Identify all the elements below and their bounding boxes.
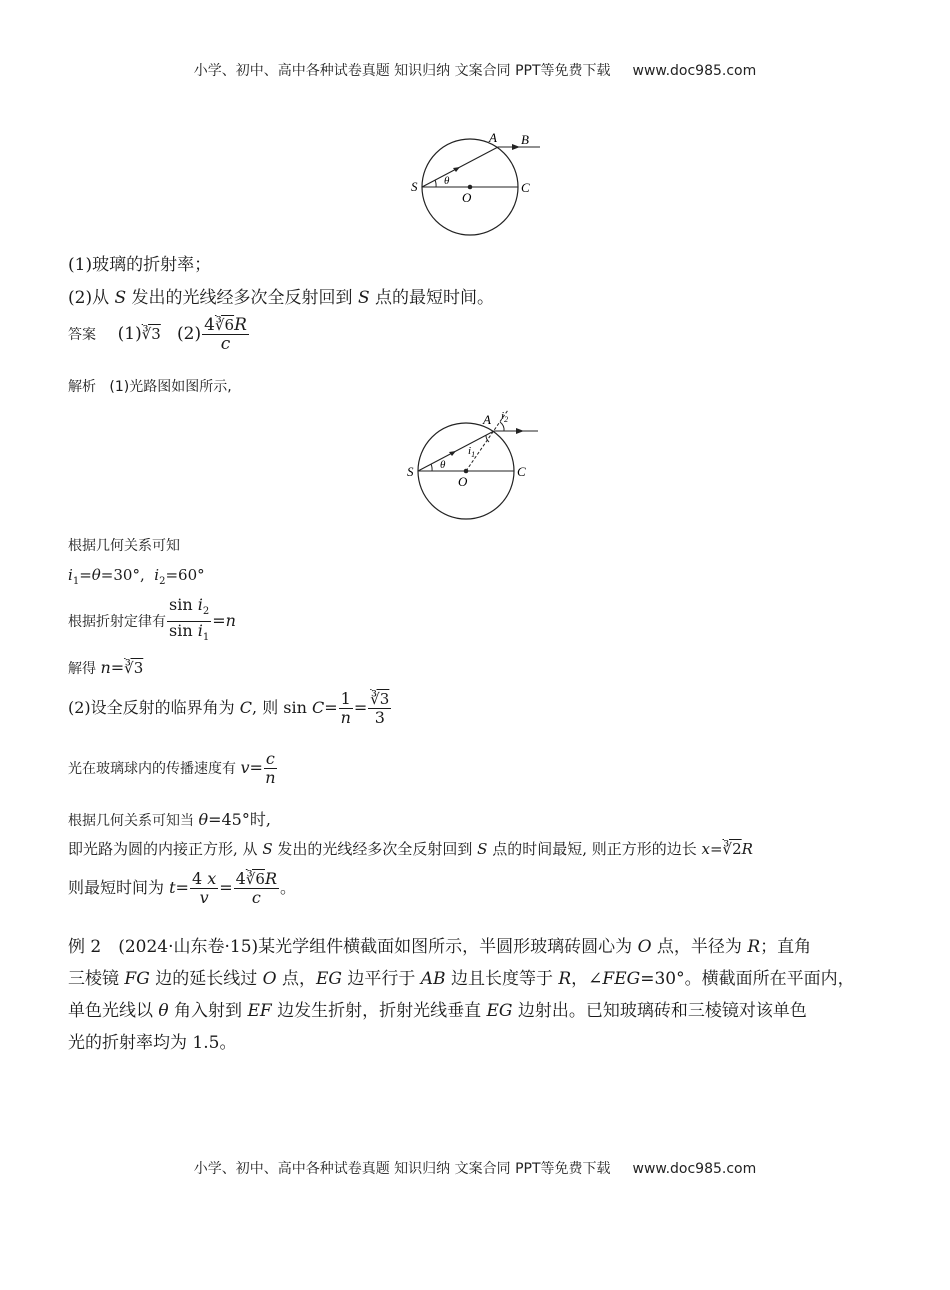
header-text: 小学、初中、高中各种试卷真题 知识归纳 文案合同 PPT等免费下载 xyxy=(193,63,611,79)
label-i2: $i_2$ xyxy=(501,410,509,424)
analysis-line: 解析 (1)光路图如图所示, xyxy=(68,379,232,395)
label-O: O xyxy=(462,190,472,205)
label-O: O xyxy=(458,474,468,489)
ray-arrow-icon xyxy=(449,451,456,456)
angle-arc xyxy=(431,464,432,471)
figure-1-circle-diagram xyxy=(400,126,550,241)
footer-text: 小学、初中、高中各种试卷真题 知识归纳 文案合同 PPT等免费下载 xyxy=(193,1161,611,1177)
solution-snell-law: 根据折射定律有 $\frac{\sin i_2}{\sin i_1}$ =n xyxy=(68,595,236,644)
solution-square: 即光路为圆的内接正方形, 从 S 发出的光线经多次全反射回到 S 点的时间最短, 则正方形的边长 x=∛2R xyxy=(68,840,753,858)
solution-speed: 光在玻璃球内的传播速度有 v= $\frac{c}{n}$ xyxy=(68,749,276,787)
label-A: A xyxy=(483,412,491,427)
center-dot xyxy=(464,469,469,474)
ray-arrow-icon xyxy=(453,167,460,172)
solution-time: 则最短时间为 t= $\frac{4 x}{v}$ = $\frac{4∛6R}{c}$ 。 xyxy=(68,869,297,907)
page-header xyxy=(0,60,950,80)
answer-line: 答案 (1)∛3 (2) $\frac{4∛6R}{c}$ xyxy=(68,315,247,354)
question-1: (1)玻璃的折射率； xyxy=(68,255,212,275)
label-theta: θ xyxy=(444,175,450,187)
solution-critical-angle: (2)设全反射的临界角为 C, 则 sin C= $\frac{1}{n}$ = $\frac{∛3}{3}$ xyxy=(68,689,390,727)
header-url[interactable]: www.doc985.com xyxy=(632,63,757,79)
solution-index-result: 解得 n=∛3 xyxy=(68,658,144,677)
figure-2-light-path-diagram xyxy=(400,408,550,526)
label-A: A xyxy=(489,130,497,145)
label-S: S xyxy=(407,464,414,479)
label-C: C xyxy=(521,180,530,195)
example-2-line-2: 三棱镜 FG 边的延长线过 O 点，EG 边平行于 AB 边且长度等于 R，∠FEG=30°。横截面所在平面内， xyxy=(68,969,855,989)
question-2: (2)从 S 发出的光线经多次全反射回到 S 点的最短时间。 xyxy=(68,288,495,308)
ray-arrow-icon xyxy=(516,428,524,434)
solution-geometry-1: 根据几何关系可知 xyxy=(68,538,180,554)
solution-angles: $i_1=\theta=30^\circ$, $i_2=60^\circ$ xyxy=(68,566,205,587)
label-i1: $i_1$ xyxy=(468,445,476,459)
example-2-line-1: 例 2 (2024·山东卷·15)某光学组件横截面如图所示，半圆形玻璃砖圆心为 O 点，半径为 R；直角 xyxy=(68,937,812,957)
label-theta: θ xyxy=(440,459,446,471)
label-B: B xyxy=(521,132,529,147)
footer-url[interactable]: www.doc985.com xyxy=(632,1161,757,1177)
example-2-line-4: 光的折射率均为 1.5。 xyxy=(68,1033,237,1053)
ray-arrow-icon xyxy=(512,144,520,150)
angle-arc xyxy=(435,180,436,187)
solution-geometry-2: 根据几何关系可知当 θ=45°时, xyxy=(68,810,271,829)
label-S: S xyxy=(411,179,418,194)
page-footer xyxy=(0,1158,950,1178)
label-C: C xyxy=(517,464,526,479)
example-2-line-3: 单色光线以 θ 角入射到 EF 边发生折射，折射光线垂直 EG 边射出。已知玻璃砖和三棱镜对该单色 xyxy=(68,1001,807,1021)
center-dot xyxy=(468,185,473,190)
